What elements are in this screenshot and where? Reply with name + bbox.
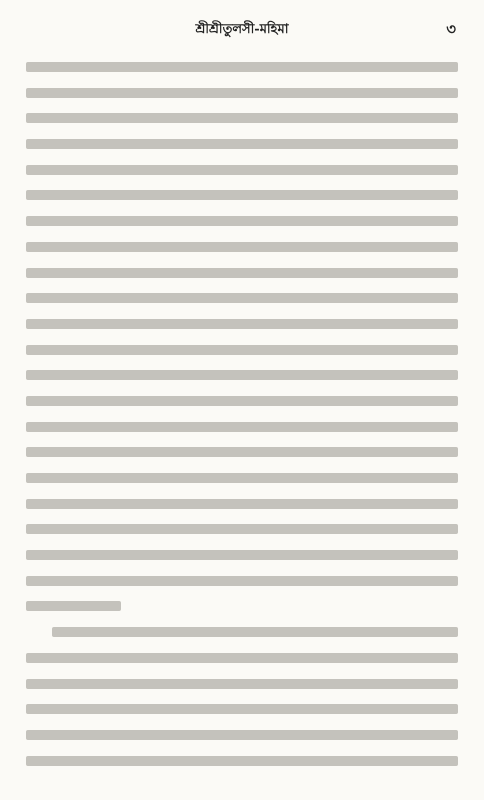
- text-line: [26, 396, 458, 406]
- text-line: [26, 293, 458, 303]
- paragraph: [26, 627, 458, 765]
- text-line: [26, 473, 458, 483]
- body-text: [26, 62, 458, 781]
- text-line: [26, 422, 458, 432]
- text-line: [26, 576, 458, 586]
- text-line: [26, 679, 458, 689]
- text-line: [26, 216, 458, 226]
- text-line: [26, 88, 458, 98]
- text-line: [26, 345, 458, 355]
- text-line: [26, 370, 458, 380]
- text-line: [26, 62, 458, 72]
- text-line: [26, 730, 458, 740]
- text-line: [26, 190, 458, 200]
- text-line: [26, 550, 458, 560]
- text-line: [26, 499, 458, 509]
- text-line: [26, 242, 458, 252]
- text-line: [26, 524, 458, 534]
- text-line: [26, 756, 458, 766]
- text-line: [26, 139, 458, 149]
- text-line: [26, 113, 458, 123]
- running-head: শ্রীশ্রীতুলসী-মহিমা: [195, 22, 289, 37]
- page-number: ৩: [446, 20, 456, 38]
- text-line: [26, 165, 458, 175]
- paragraph: [26, 62, 458, 611]
- text-line: [26, 601, 121, 611]
- text-line: [26, 447, 458, 457]
- text-line: [52, 627, 458, 637]
- text-line: [26, 319, 458, 329]
- text-line: [26, 653, 458, 663]
- text-line: [26, 704, 458, 714]
- text-line: [26, 268, 458, 278]
